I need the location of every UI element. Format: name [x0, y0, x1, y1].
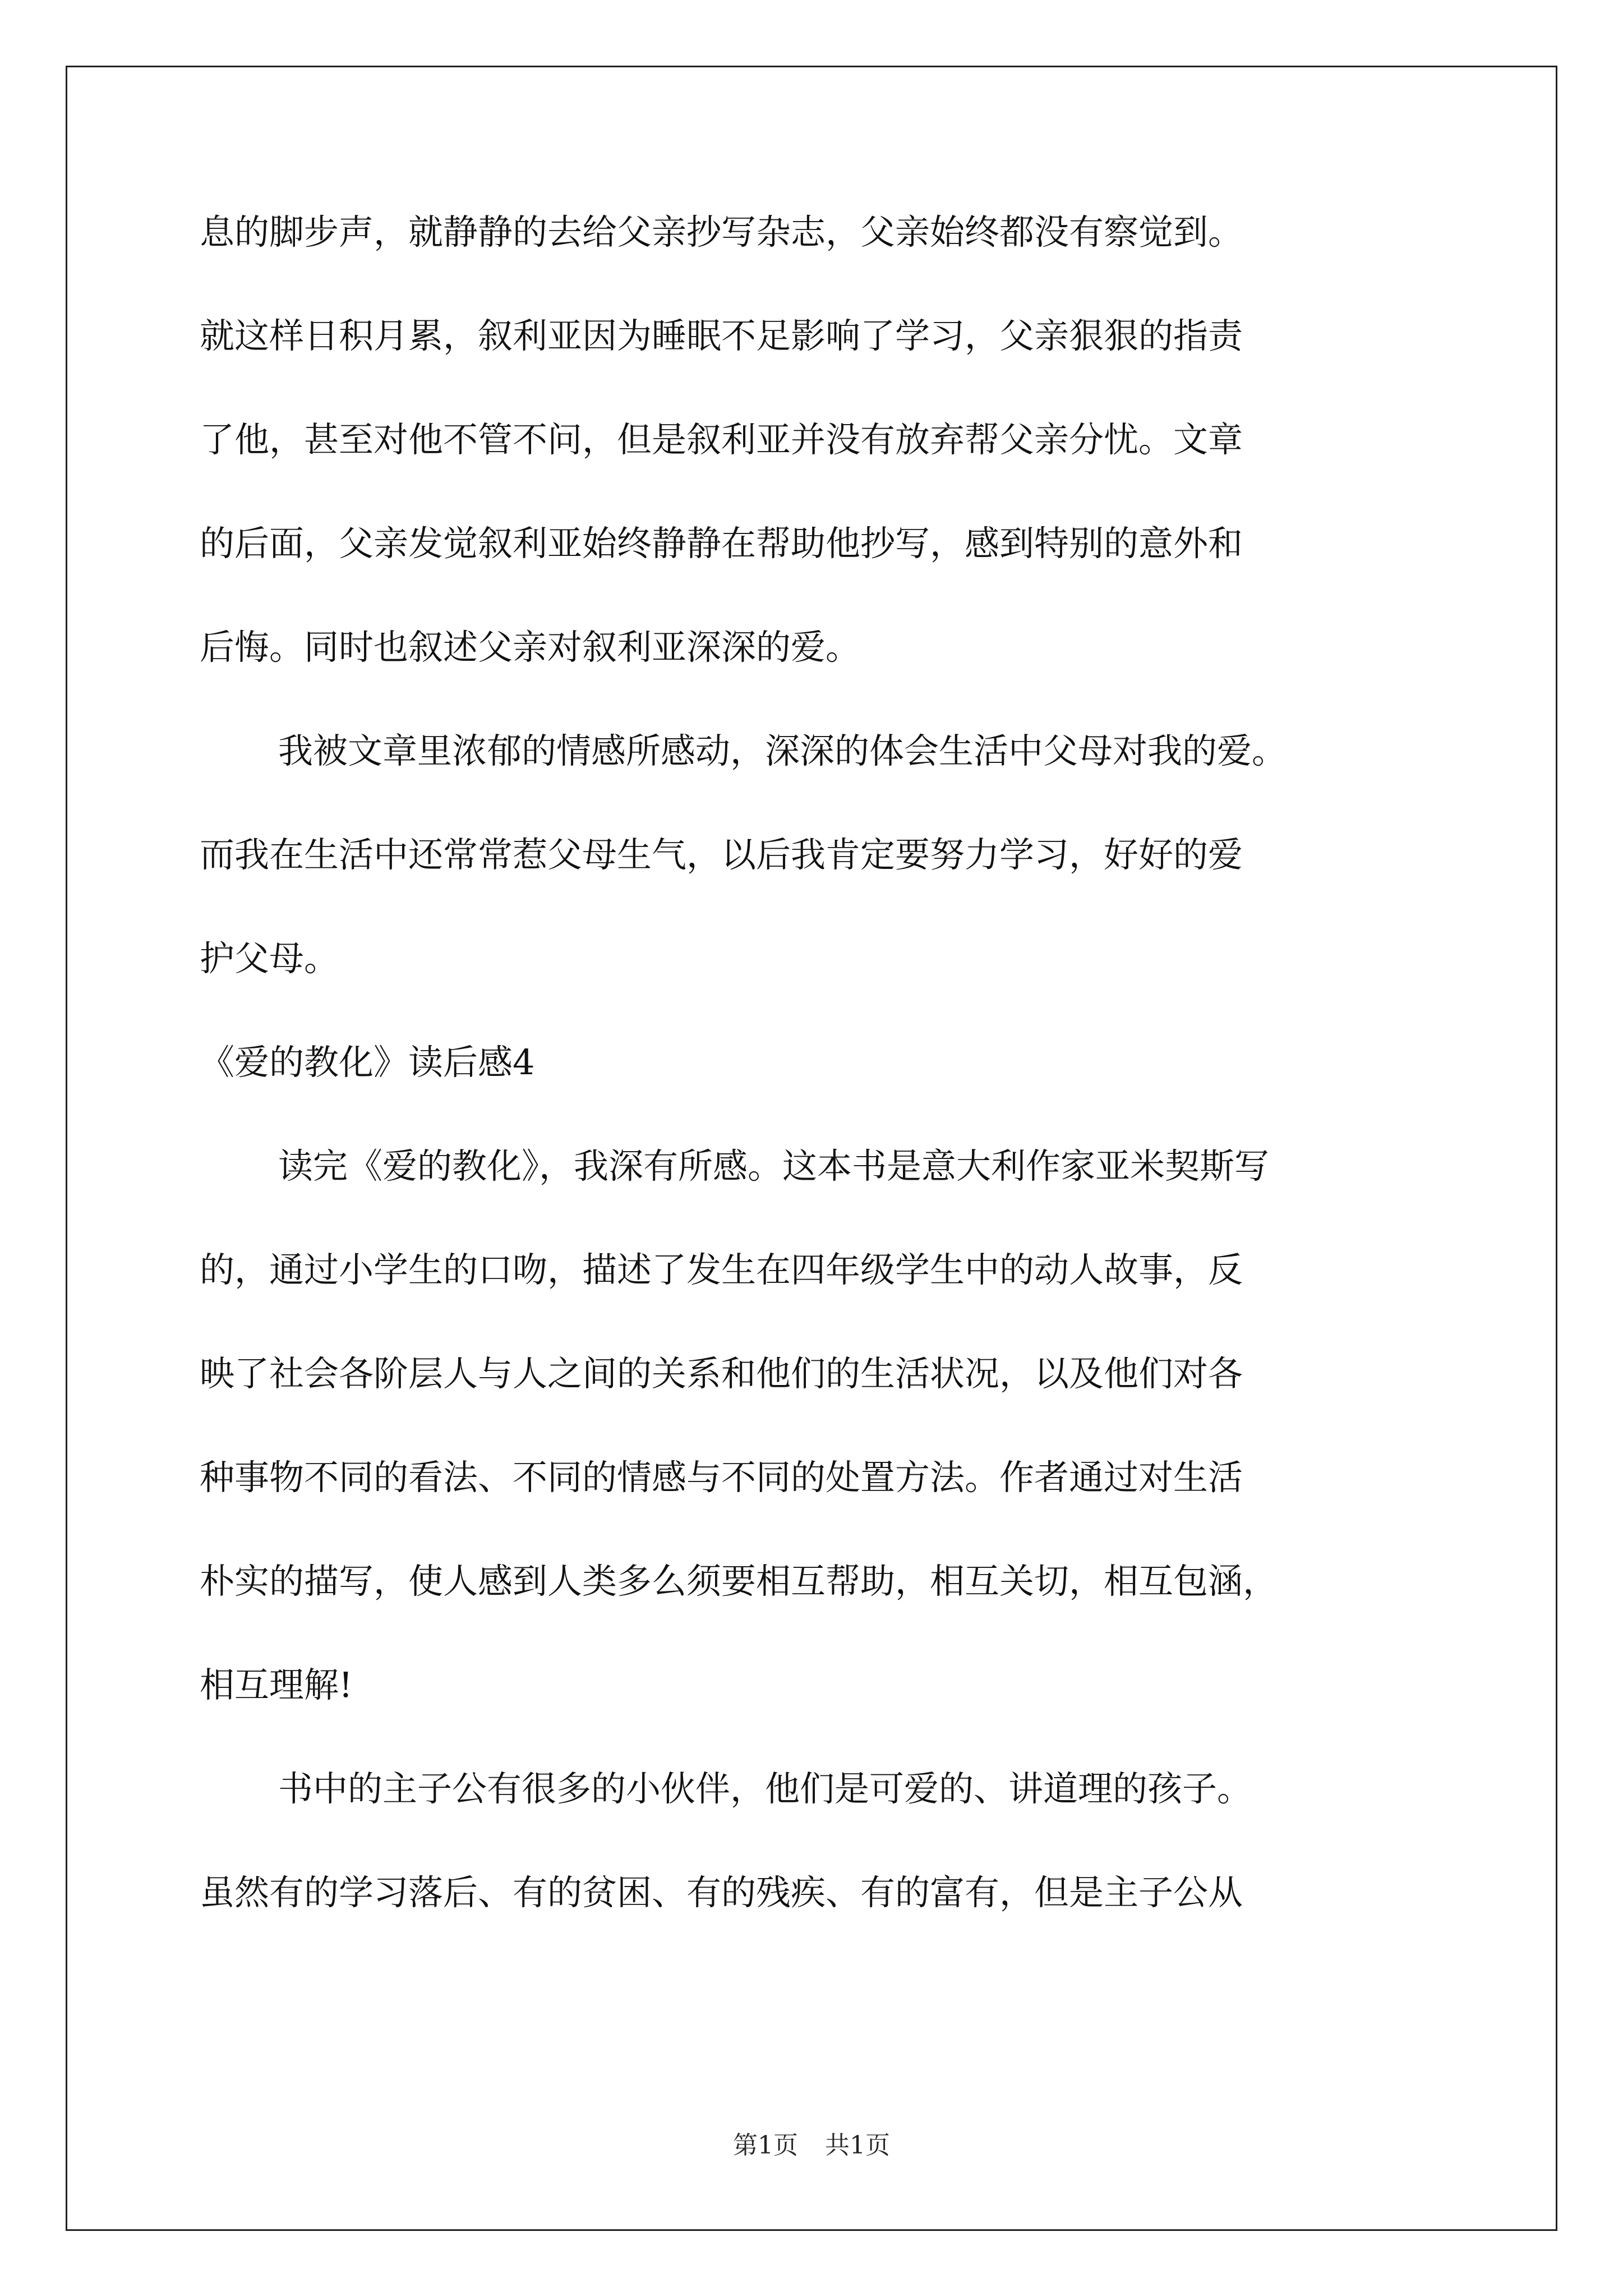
text-line: 种事物不同的看法、不同的情感与不同的处置方法。作者通过对生活 [200, 1457, 1243, 1498]
text-line: 后悔。同时也叙述父亲对叙利亚深深的爱。 [200, 627, 861, 668]
text-line: 映了社会各阶层人与人之间的关系和他们的生活状况，以及他们对各 [200, 1353, 1243, 1394]
text-line: 虽然有的学习落后、有的贫困、有的残疾、有的富有，但是主子公从 [200, 1872, 1243, 1913]
text-line: 朴实的描写，使人感到人类多么须要相互帮助，相互关切，相互包涵， [200, 1561, 1278, 1602]
text-line: 护父母。 [200, 938, 339, 979]
page-number: 第1页 [733, 2131, 798, 2160]
text-line: 相互理解! [200, 1664, 353, 1705]
page-count: 共1页 [825, 2131, 890, 2160]
text-line: 的，通过小学生的口吻，描述了发生在四年级学生中的动人故事，反 [200, 1249, 1243, 1290]
text-line: 而我在生活中还常常惹父母生气，以后我肯定要努力学习，好好的爱 [200, 834, 1243, 875]
text-line: 读完《爱的教化》，我深有所感。这本书是意大利作家亚米契斯写 [278, 1145, 1270, 1186]
document-body [200, 211, 1433, 1979]
section-heading: 《爱的教化》读后感4 [200, 1042, 535, 1083]
text-line: 就这样日积月累，叙利亚因为睡眠不足影响了学习，父亲狠狠的指责 [200, 315, 1243, 356]
text-line: 书中的主子公有很多的小伙伴，他们是可爱的、讲道理的孩子。 [278, 1768, 1252, 1809]
text-line: 的后面，父亲发觉叙利亚始终静静在帮助他抄写，感到特别的意外和 [200, 523, 1243, 564]
text-line: 我被文章里浓郁的情感所感动，深深的体会生活中父母对我的爱。 [278, 730, 1287, 771]
page-footer [0, 2133, 1623, 2158]
text-line: 息的脚步声，就静静的去给父亲抄写杂志，父亲始终都没有察觉到。 [200, 211, 1243, 252]
text-line: 了他，甚至对他不管不问，但是叙利亚并没有放弃帮父亲分忧。文章 [200, 419, 1243, 460]
